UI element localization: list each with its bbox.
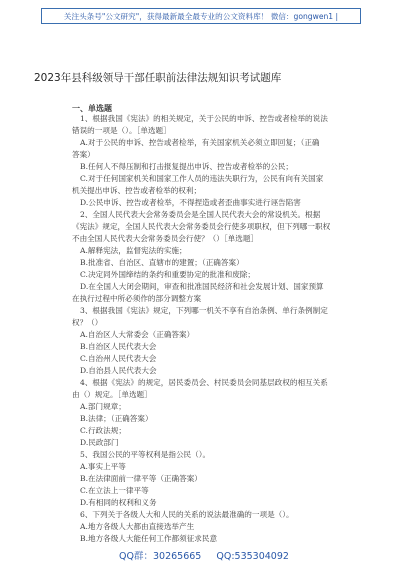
text-line: B.自治区人民代表大会 [80,342,157,351]
text-line: 答案） [72,150,95,159]
promo-banner: 关注头条号"公文研究"，获得最新最全最专业的公文资料库！ 微信：gongwen1 | [41,8,361,24]
text-line: B.法律；（正确答案） [80,414,153,423]
text-line: A.自治区人大常委会（正确答案） [80,330,195,339]
text-line: B.批准省、自治区、直辖市的建置；（正确答案） [80,258,244,267]
text-line: 4、根据《宪法》的规定，居民委员会、村民委员会同基层政权的相互关系 [80,378,328,387]
text-line: 6、下列关于各级人大和人民的关系的说法最准确的一项是（）。 [80,510,294,519]
text-line: 在执行过程中所必须作的部分调整方案 [72,294,202,303]
text-line: B.地方各级人大能任何工作都须征求民意 [80,534,218,543]
text-line: 不由全国人民代表大会常务委员会行使？（）［单选题］ [72,234,259,243]
text-line: 机关提出申诉、控告或者检举的权利； [72,186,202,195]
text-line: D.在全国人大闭会期间，审查和批准国民经济和社会发展计划、国家预算 [80,282,324,291]
text-line: C.对于任何国家机关和国家工作人员的违法失职行为，公民有向有关国家 [80,174,324,183]
text-line: D.有相同的权利和义务 [80,498,157,507]
text-line: B.在法律面前一律平等（正确答案） [80,474,202,483]
text-line: A.事实上平等 [80,462,126,471]
text-line: C.决定同外国缔结的条约和重要协定的批准和废除； [80,270,256,279]
text-line: 由（）规定。［单选题］ [72,390,152,399]
section-heading: 一、单选题 [72,104,112,113]
text-line: B.任何人不得压制和打击报复提出申诉、控告或者检举的公民； [80,162,294,171]
text-line: 5、我国公民的平等权利是指公民（）。 [80,450,211,459]
text-line: 1、根据我国《宪法》的相关规定，关于公民的申诉、控告或者检举的说法 [80,114,328,123]
question-body [72,113,356,545]
page-footer [0,548,408,562]
page-title: 2023年县科级领导干部任职前法律法规知识考试题库 [34,72,282,84]
qq-group-text: QQ群：30265665 [119,551,202,562]
text-line: 《宪法》规定，全国人民代表大会常务委员会行使多项职权，但下列哪一职权 [72,222,331,231]
text-line: C.在立法上一律平等 [80,486,149,495]
text-line: 权？（） [72,318,103,327]
text-line: 2、全国人民代表大会常务委员会是全国人民代表大会的常设机关。根据 [80,210,321,219]
qq-number-text: QQ:535304092 [216,551,289,562]
text-line: A.解释宪法，监督宪法的实施； [80,246,187,255]
text-line: D.自治县人民代表大会 [80,366,157,375]
text-line: C.自治州人民代表大会 [80,354,157,363]
text-line: D.民政部门 [80,438,119,447]
text-line: D.公民申诉、控告或者检举，不得捏造或者歪曲事实进行诬告陷害 [80,198,301,207]
text-line: 错误的一项是（）。［单选题］ [72,126,171,135]
text-line: A.部门规章； [80,402,126,411]
text-line: C.行政法规； [80,426,126,435]
text-line: A.对于公民的申诉、控告或者检举，有关国家机关必须立即回复；（正确 [80,138,320,147]
text-line: A.地方各级人大都由直接选举产生 [80,522,195,531]
text-line: 3、根据我国《宪法》规定，下列哪一机关不享有自治条例、单行条例制定 [80,306,328,315]
